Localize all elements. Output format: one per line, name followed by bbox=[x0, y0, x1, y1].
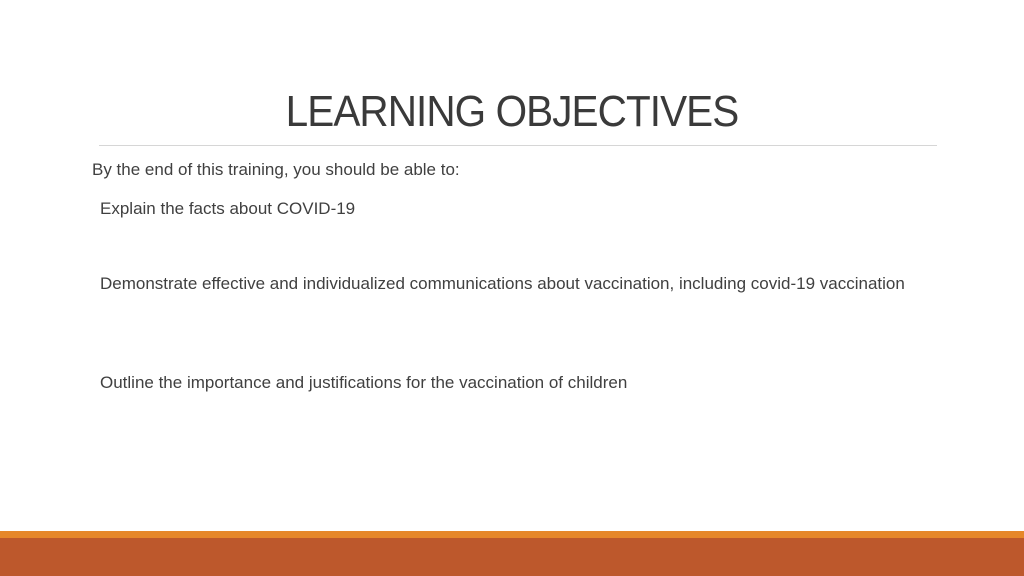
objective-item: Outline the importance and justifications for the vaccination of children bbox=[100, 373, 628, 392]
objective-item: Explain the facts about COVID-19 bbox=[100, 199, 356, 218]
intro-text: By the end of this training, you should be able to: bbox=[92, 160, 460, 179]
footer-accent-stripe bbox=[0, 531, 1024, 538]
objective-item: Demonstrate effective and individualized communications about vaccination, including covid-19 vaccination bbox=[100, 274, 905, 293]
footer-bar bbox=[0, 538, 1024, 576]
title-divider bbox=[99, 145, 937, 146]
slide-title: LEARNING OBJECTIVES bbox=[285, 87, 739, 136]
